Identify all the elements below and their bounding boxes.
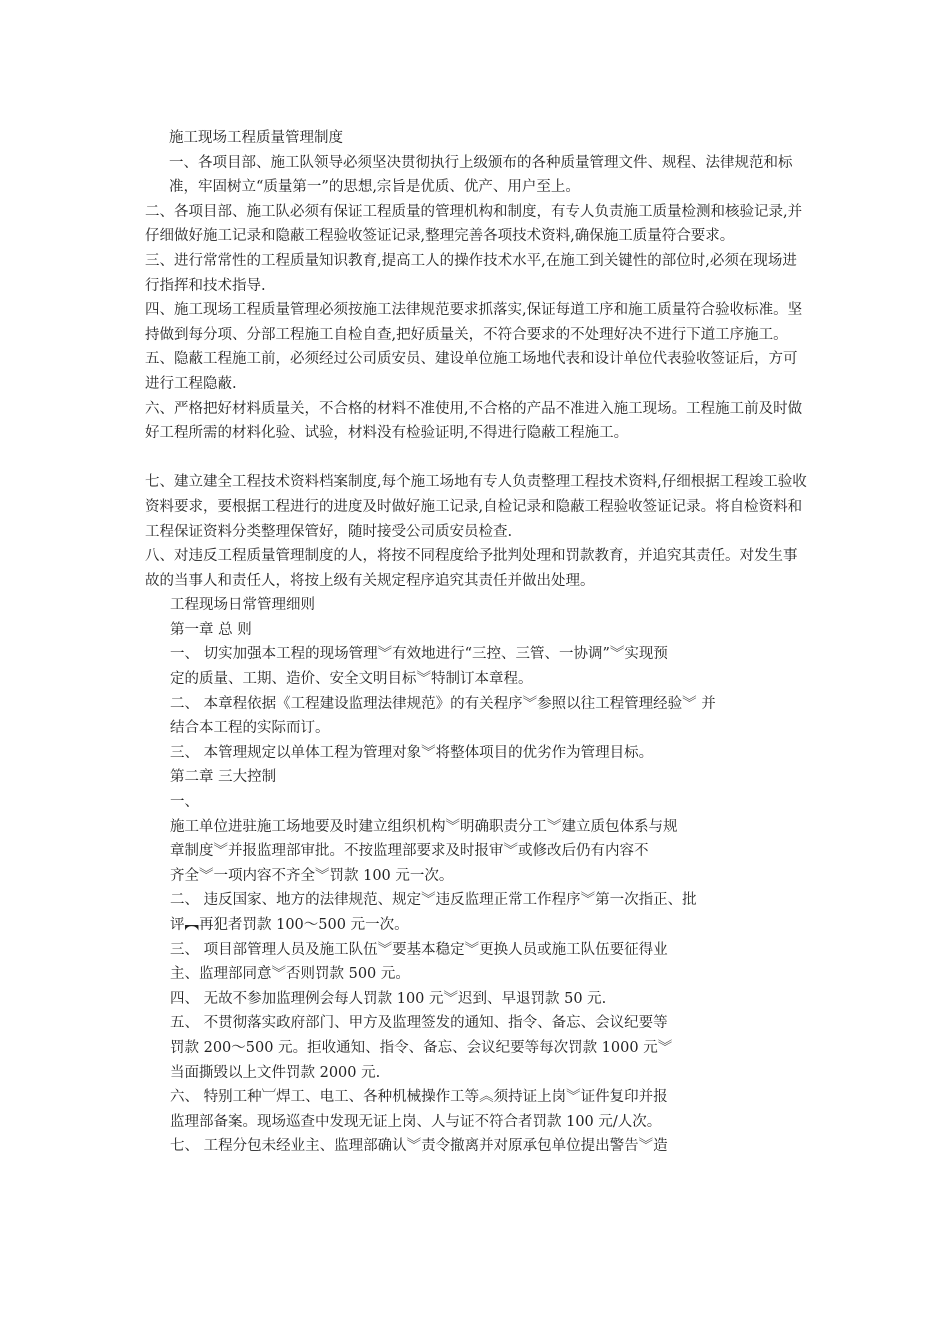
ch2-item-1-line-3: 齐全︾一项内容不齐全︾罚款 100 元一次。 bbox=[170, 867, 454, 884]
doc-title-quality: 施工现场工程质量管理制度 bbox=[169, 130, 343, 146]
ch2-item-1-number: 一、 bbox=[170, 794, 199, 811]
ch2-item-7-line-1: 七、 工程分包未经业主、监理部确认︾责令撤离并对原承包单位提出警告︾造 bbox=[170, 1138, 668, 1155]
paragraph-6: 六、严格把好材料质量关，不合格的材料不准使用,不合格的产品不准进入施工现场。工程施工前及时做好工程所需的材料化验、试验，材料没有检验证明,不得进行隐蔽工程施工。 bbox=[145, 400, 803, 442]
paragraph-3: 三、进行常常性的工程质量知识教育,提高工人的操作技术水平,在施工到关键性的部位时,必须在现场进行指挥和技术指导. bbox=[145, 252, 797, 294]
paragraph-8: 八、对违反工程质量管理制度的人，将按不同程度给予批判处理和罚款教育，并追究其责任。对发生事故的当事人和责任人，将按上级有关规定程序追究其责任并做出处理。 bbox=[145, 548, 798, 589]
document-body bbox=[145, 126, 810, 1159]
ch1-item-2-line-1: 二、 本章程依据《工程建设监理法律规范》的有关程序︾参照以往工程管理经验︾ 并 bbox=[170, 695, 716, 712]
ch2-item-4: 四、 无故不参加监理例会每人罚款 100 元︾迟到、早退罚款 50 元. bbox=[170, 990, 607, 1007]
ch2-item-3-line-2: 主、监理部同意︾否则罚款 500 元。 bbox=[170, 966, 410, 983]
ch2-item-1-line-1: 施工单位进驻施工场地要及时建立组织机构︾明确职责分工︾建立质包体系与规 bbox=[170, 818, 678, 835]
ch1-item-3: 三、 本管理规定以单体工程为管理对象︾将整体项目的优劣作为管理目标。 bbox=[170, 744, 654, 761]
daily-management-section bbox=[145, 593, 790, 1159]
ch2-item-5-line-2: 罚款 200～500 元。拒收通知、指令、备忘、会议纪要等每次罚款 1000 元︾ bbox=[170, 1039, 673, 1056]
blank-line bbox=[145, 446, 810, 471]
ch2-item-5-line-1: 五、 不贯彻落实政府部门、甲方及监理签发的通知、指令、备忘、会议纪要等 bbox=[170, 1015, 668, 1032]
ch2-item-5-line-3: 当面撕毁以上文件罚款 2000 元. bbox=[170, 1064, 381, 1081]
paragraph-5: 五、隐蔽工程施工前，必须经过公司质安员、建设单位施工场地代表和设计单位代表验收签证后，方可进行工程隐蔽. bbox=[145, 351, 798, 392]
ch2-item-2-line-1: 二、 违反国家、地方的法律规范、规定︾违反监理正常工作程序︾第一次指正、批 bbox=[170, 892, 697, 909]
chapter-2-heading: 第二章 三大控制 bbox=[170, 769, 277, 786]
paragraph-1: 一、各项目部、施工队领导必须坚决贯彻执行上级颁布的各种质量管理文件、规程、法律规范和标准，牢固树立“质量第一”的思想,宗旨是优质、优产、用户至上。 bbox=[169, 154, 793, 196]
ch1-item-1-line-2: 定的质量、工期、造价、安全文明目标︾特制订本章程。 bbox=[170, 671, 533, 688]
paragraph-4: 四、施工现场工程质量管理必须按施工法律规范要求抓落实,保证每道工序和施工质量符合验收标准。坚持做到每分项、分部工程施工自检自查,把好质量关，不符合要求的不处理好决不进行下道工序施工。 bbox=[145, 302, 803, 343]
ch2-item-2-line-2: 评︻再犯者罚款 100～500 元一次。 bbox=[170, 917, 409, 933]
chapter-1-heading: 第一章 总 则 bbox=[170, 621, 252, 638]
ch1-item-1-line-1: 一、 切实加强本工程的现场管理︾有效地进行“三控、三管、一协调”︾实现预 bbox=[170, 646, 668, 663]
paragraph-7: 七、建立建全工程技术资料档案制度,每个施工场地有专人负责整理工程技术资料,仔细根据工程竣工验收资料要求，要根据工程进行的进度及时做好施工记录,自检记录和隐蔽工程验收签证记录。将自检资料和工程保证资料分类整理保管好，随时接受公司质安员检查. bbox=[145, 474, 807, 540]
doc-title-daily: 工程现场日常管理细则 bbox=[170, 597, 315, 614]
paragraph-2: 二、各项目部、施工队必须有保证工程质量的管理机构和制度，有专人负责施工质量检测和核验记录,并仔细做好施工记录和隐蔽工程验收签证记录,整理完善各项技术资料,确保施工质量符合要求。 bbox=[145, 203, 803, 245]
ch1-item-2-line-2: 结合本工程的实际而订。 bbox=[170, 720, 330, 737]
ch2-item-6-line-2: 监理部备案。现场巡查中发现无证上岗、人与证不符合者罚款 100 元/人次。 bbox=[170, 1113, 662, 1130]
ch2-item-6-line-1: 六、 特别工种︺焊工、电工、各种机械操作工等︽须持证上岗︾证件复印并报 bbox=[170, 1089, 668, 1106]
ch2-item-3-line-1: 三、 项目部管理人员及施工队伍︾要基本稳定︾更换人员或施工队伍要征得业 bbox=[170, 941, 668, 958]
ch2-item-1-line-2: 章制度︾并报监理部审批。不按监理部要求及时报审︾或修改后仍有内容不 bbox=[170, 843, 649, 860]
